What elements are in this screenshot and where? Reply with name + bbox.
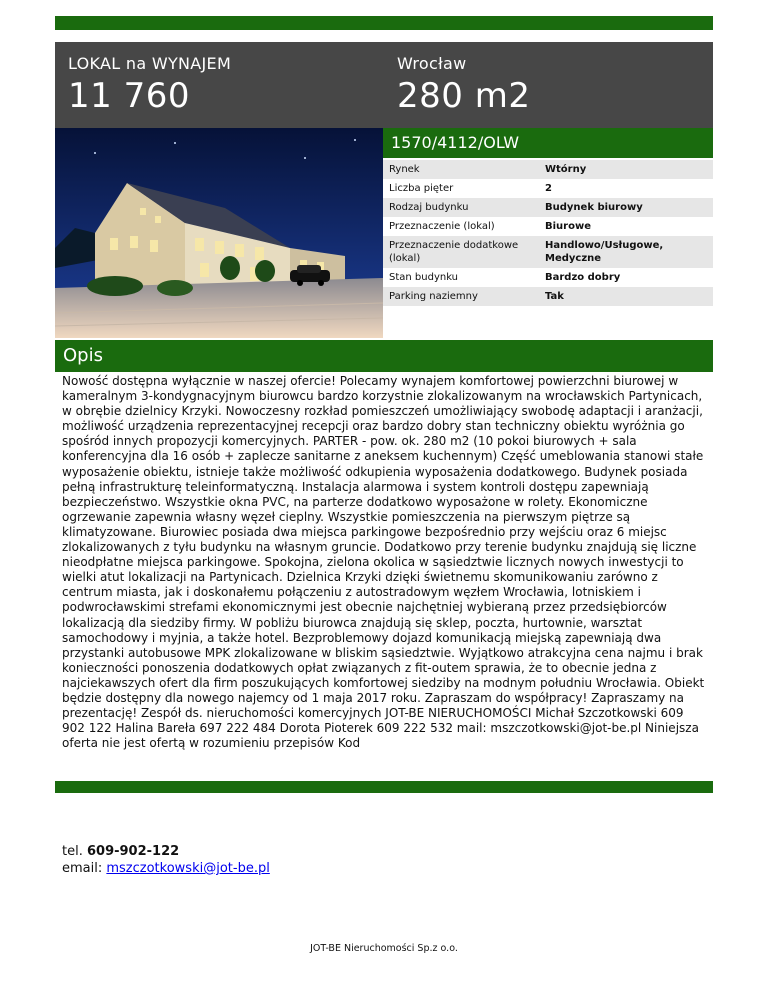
offer-header — [55, 42, 713, 128]
offer-city: Wrocław — [397, 54, 467, 73]
details-label: Liczba pięter — [389, 183, 454, 194]
details-value: Wtórny — [545, 164, 587, 175]
offer-reference-number: 1570/4112/OLW — [383, 128, 713, 158]
description-heading: Opis — [55, 340, 713, 372]
separator-green-bar — [55, 781, 713, 793]
footer-company-name: JOT-BE Nieruchomości Sp.z o.o. — [310, 943, 458, 954]
details-label: Rynek — [389, 164, 420, 175]
contact-email-line — [62, 860, 270, 877]
phone-label: tel. — [62, 844, 87, 859]
offer-price: 11 760 — [68, 76, 190, 116]
details-row-building-type — [383, 198, 713, 217]
details-row-condition — [383, 268, 713, 287]
top-green-bar — [55, 16, 713, 30]
details-value: Tak — [545, 291, 564, 302]
property-photo — [55, 128, 383, 338]
details-row-market — [383, 160, 713, 179]
email-link[interactable]: mszczotkowski@jot-be.pl — [106, 861, 270, 876]
details-row-extra-purpose — [383, 236, 713, 268]
details-label: Stan budynku — [389, 272, 459, 283]
offer-type-label: LOKAL na WYNAJEM — [68, 54, 232, 73]
contact-block — [62, 843, 270, 877]
details-value: 2 — [545, 183, 552, 194]
building-photo-image — [55, 128, 383, 338]
offer-area: 280 m2 — [397, 76, 531, 116]
offer-location-block — [397, 54, 530, 116]
details-value: Budynek biurowy — [545, 202, 643, 213]
details-row-purpose — [383, 217, 713, 236]
description-text: Nowość dostępna wyłącznie w naszej ofercie! Polecamy wynajem komfortowej powierzchni biurowej w kameralnym 3-kondygnacyjnym biurowcu bardzo korzystnie zlokalizowanym na wrocławskich Partynicach, w obrębie dzielnicy Krzyki. Nowoczesny rozkład pomieszczeń umożliwiający swobodę adaptacji i aranżacji, możliwość urządzenia reprezentacyjnej recepcji oraz bardzo dobry stan techniczny obiektu wyróżnia go spośród innych propozycji komercyjnych. PARTER - pow. ok. 280 m2 (10 pokoi biurowych + sala konferencyjna dla 16 osób + zaplecze sanitarne z aneksem kuchennym) Część umeblowania stanowi stałe wyposażenie obiektu, istnieje także możliwość odkupienia wyposażenia dodatkowego. Budynek posiada pełną infrastrukturę teleinformatyczną. Instalacja alarmowa i system kontroli dostępu zapewniają bezpieczeństwo. Wszystkie okna PVC, na parterze dodatkowo wyposażone w rolety. Ekonomiczne ogrzewanie zapewnia własny węzeł cieplny. Wszystkie pomieszczenia na pierwszym piętrze są klimatyzowane. Biurowiec posiada dwa miejsca parkingowe bezpośrednio przy wejściu oraz 6 miejsc zlokalizowanych z tyłu budynku na własnym gruncie. Dodatkowo przy terenie budynku znajdują się liczne nieodpłatne miejsca parkingowe. Spokojna, zielona okolica w sąsiedztwie licznych nowych inwestycji to wielki atut lokalizacji na Partynicach. Dzielnica Krzyki dzięki świetnemu skomunikowaniu zarówno z centrum miasta, jak i doskonałemu połączeniu z autostradowym węzłem Wrocławia, lotniskiem i podwrocławskimi strefami ekonomicznymi jest obecnie najchętniej wybieraną przez przedsiębiorców lokalizacją dla siedziby firmy. W pobliżu biurowca znajdują się sklep, poczta, hurtownie, warsztat samochodowy i myjnia, a także hotel. Bezproblemowy dojazd komunikacją miejską zapewniają dwa przystanki autobusowe MPK zlokalizowane w bliskim sąsiedztwie. Wyjątkowo atrakcyjna cena najmu i brak konieczności ponoszenia dodatkowych opłat związanych z fit-outem sprawia, że to obecnie jedna z najciekawszych ofert dla firm poszukujących komfortowej siedziby na modnym południu Wrocławia. Obiekt będzie dostępny dla nowego najemcy od 1 maja 2017 roku. Zapraszam do współpracy! Zapraszamy na prezentację! Zespół ds. nieruchomości komercyjnych JOT-BE NIERUCHOMOŚCI Michał Szczotkowski 609 902 122 Halina Bareła 697 222 484 Dorota Pioterek 609 222 532 mail: mszczotkowski@jot-be.pl Niniejsza oferta nie jest ofertą w rozumieniu przepisów Kod — [62, 374, 705, 751]
details-row-parking — [383, 287, 713, 306]
details-label: Rodzaj budynku — [389, 202, 469, 213]
details-value: Bardzo dobry — [545, 272, 621, 283]
contact-phone-line — [62, 843, 270, 860]
phone-number[interactable]: 609-902-122 — [86, 844, 180, 859]
details-table — [383, 160, 713, 306]
details-value: Handlowo/Usługowe, Medyczne — [545, 240, 664, 264]
details-label: Przeznaczenie dodatkowe (lokal) — [389, 240, 519, 264]
details-row-floors — [383, 179, 713, 198]
details-value: Biurowe — [545, 221, 591, 232]
details-label: Parking naziemny — [389, 291, 478, 302]
details-label: Przeznaczenie (lokal) — [389, 221, 495, 232]
email-label: email: — [62, 861, 107, 876]
offer-type-block — [68, 54, 231, 116]
